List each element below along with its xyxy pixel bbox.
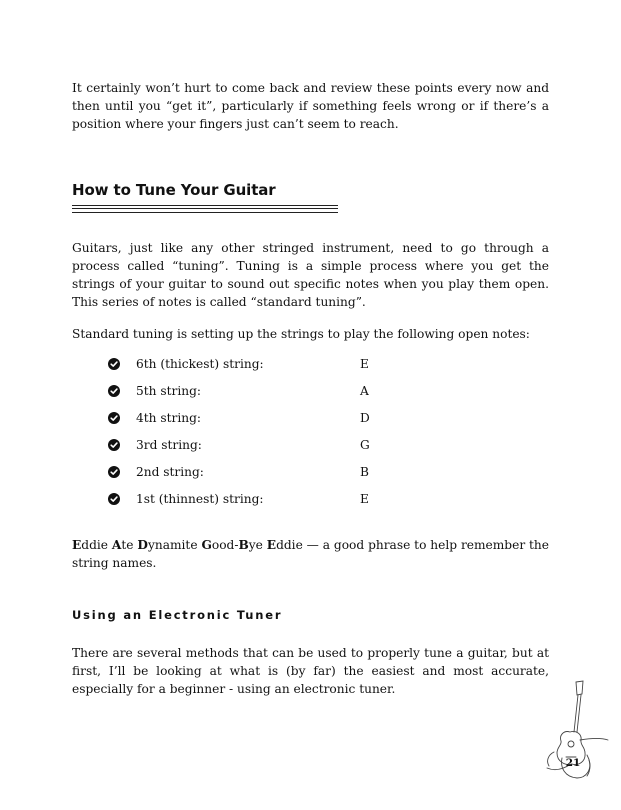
page-number: 21: [565, 757, 581, 769]
note-letter: D: [360, 411, 370, 425]
tuning-paragraph: Guitars, just like any other stringed instrument, need to go through a process called “tuning”. Tuning is a simple process where you get the strings of your guitar to sound out specific notes when you play them open. This series of notes is called “standard tuning”.: [72, 241, 549, 309]
string-label: 3rd string:: [136, 438, 202, 452]
mnemonic-rest: ye: [248, 538, 263, 552]
standard-tuning-paragraph: Standard tuning is setting up the strings to play the following open notes:: [72, 327, 530, 341]
mnemonic-rest: ddie: [276, 538, 303, 552]
string-label: 2nd string:: [136, 465, 204, 479]
mnemonic-initial: A: [111, 538, 122, 552]
string-note-list: [108, 354, 408, 516]
check-circle-icon: [108, 385, 120, 397]
check-circle-icon: [108, 466, 120, 478]
guitar-outline-icon: [540, 678, 610, 788]
check-circle-icon: [108, 358, 120, 370]
subsection-heading: Using an Electronic Tuner: [72, 608, 283, 622]
intro-paragraph: It certainly won’t hurt to come back and review these points every now and then until you “get it”, particularly if something feels wrong or if there’s a position where your fingers just can’t seem to reach.: [72, 81, 549, 131]
string-label: 4th string:: [136, 411, 202, 425]
methods-paragraph: There are several methods that can be used to properly tune a guitar, but at first, I’ll be looking at what is (by far) the easiest and most accurate, especially for a beginner - using an electronic tuner.: [72, 646, 549, 696]
check-circle-icon: [108, 439, 120, 451]
mnemonic-initial: D: [137, 538, 148, 552]
check-circle-icon: [108, 412, 120, 424]
note-letter: G: [360, 438, 370, 452]
note-letter: B: [360, 465, 369, 479]
section-heading: How to Tune Your Guitar: [72, 181, 276, 199]
mnemonic-initial: E: [72, 538, 82, 552]
string-label: 1st (thinnest) string:: [136, 492, 264, 506]
note-letter: E: [360, 357, 369, 371]
mnemonic-rest: ood-: [211, 538, 239, 552]
note-letter: E: [360, 492, 369, 506]
string-row: [108, 354, 408, 381]
mnemonic-paragraph: [72, 536, 549, 572]
check-circle-icon: [108, 493, 120, 505]
note-letter: A: [360, 384, 369, 398]
string-row: [108, 381, 408, 408]
string-label: 6th (thickest) string:: [136, 357, 264, 371]
string-row: [108, 408, 408, 435]
mnemonic-rest: ddie: [81, 538, 109, 552]
mnemonic-rest: te: [121, 538, 134, 552]
mnemonic-initial: G: [201, 538, 212, 552]
mnemonic-rest: ynamite: [147, 538, 198, 552]
string-row: [108, 435, 408, 462]
string-row: [108, 462, 408, 489]
string-row: [108, 489, 408, 516]
string-label: 5th string:: [136, 384, 202, 398]
mnemonic-initial: E: [266, 538, 277, 552]
mnemonic-initial: B: [238, 538, 249, 552]
mnemonic-suffix: — a good phrase to help remember the string names.: [72, 538, 549, 570]
heading-underline: [72, 205, 338, 213]
